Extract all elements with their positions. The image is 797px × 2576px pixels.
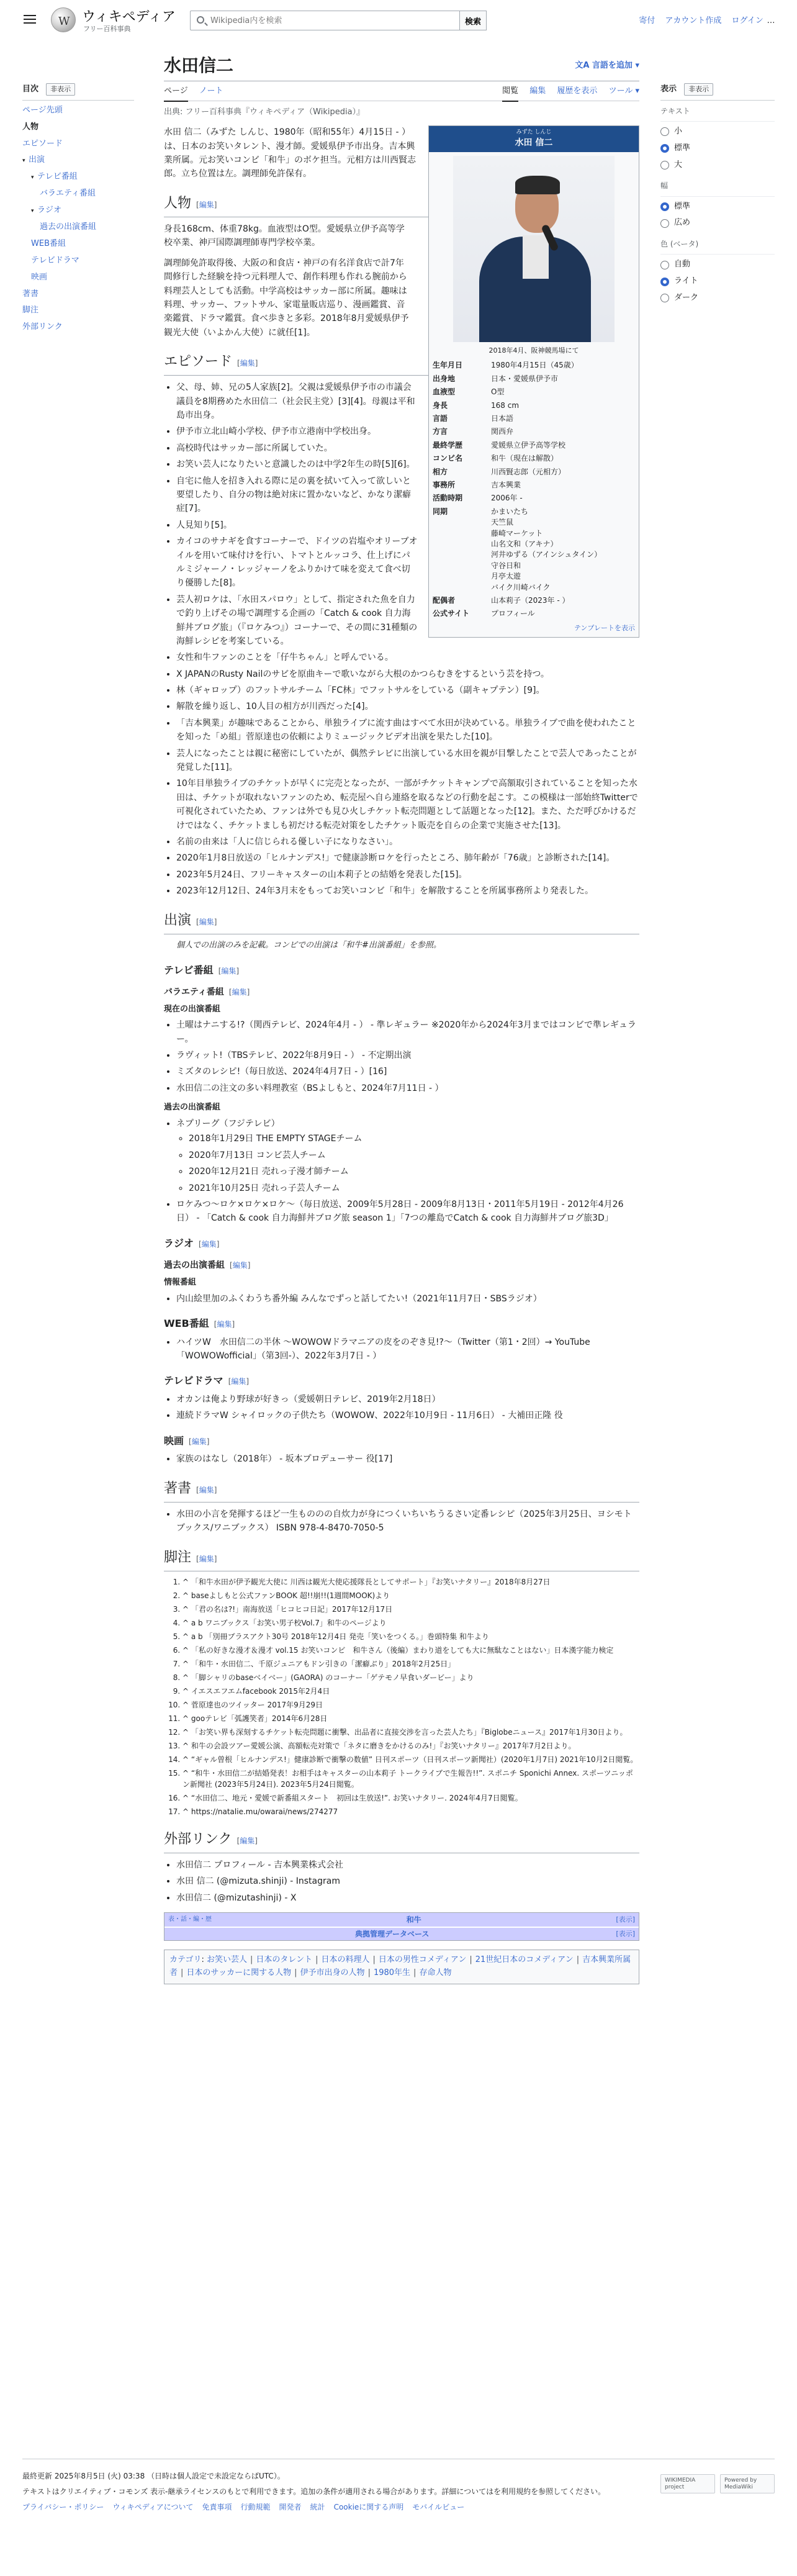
appearance-radio[interactable]	[660, 292, 775, 305]
category-link[interactable]: 存命人物	[419, 1968, 452, 1977]
infobox-header	[429, 126, 639, 151]
edit-section-link[interactable]: 編集	[199, 200, 214, 209]
mediawiki-badge[interactable]: Powered by MediaWiki	[720, 2474, 775, 2493]
list-item: • ロケみつ〜ロケ×ロケ×ロケ〜（毎日放送、2009年5月28日 - 2009年8月13日・2011年5月19日 - 2012年4月26日） - 「Catch & cook 自力海鮮丼ブログ旅 season 1」「7つの離島でCatch & cook 自力海鮮丼ブログ旅3D」	[176, 1198, 639, 1226]
add-languages-button[interactable]: 文A 言語を追加 ▾	[575, 61, 639, 70]
list-item: ◦ 2021年10月25日 売れっ子芸人チーム	[189, 1182, 639, 1195]
footer-link[interactable]: 免責事項	[202, 2503, 232, 2512]
page-tabs	[164, 81, 639, 101]
radio-button[interactable]	[660, 261, 669, 269]
reference-item[interactable]: 5. ^ a b 「別冊ブラスアクト30号 2018年12月4日 発売「笑いをつくる。」巻頭特集 和牛より	[182, 1631, 639, 1642]
infobox-row	[429, 492, 639, 505]
appearance-radio[interactable]	[660, 275, 775, 288]
appearance-panel	[660, 83, 775, 314]
list-item: • お笑い芸人になりたいと意識したのは中学2年生の時[5][6]。	[176, 458, 425, 471]
appearance-radio[interactable]	[660, 142, 775, 155]
infobox-row	[429, 505, 639, 594]
movie-list	[164, 1452, 639, 1466]
section-heading-books: 著書 [編集]	[164, 1478, 639, 1503]
appearance-group	[660, 180, 775, 230]
toc-item	[22, 256, 134, 266]
radio-button[interactable]	[660, 161, 669, 169]
section-heading-episodes: エピソード [編集]	[164, 351, 639, 376]
appearance-group	[660, 238, 775, 305]
show-template-link[interactable]: テンプレートを表示	[574, 623, 635, 632]
infobox-value: 日本・愛媛県伊予市	[491, 374, 559, 383]
reference-item[interactable]: 6. ^ 「私の好きな漫才＆漫才 vol.15 お笑いコンビ 和牛さん（後編）まわり道をしても大に無駄なことはない」日本漢字能力検定	[182, 1645, 639, 1656]
subheading-variety: バラエティ番組 [編集]	[164, 987, 250, 998]
external-link[interactable]: • 水田信二 (@mizutashinji) - X	[176, 1891, 639, 1905]
books-list	[164, 1507, 639, 1535]
separator: |	[576, 1955, 580, 1965]
category-link[interactable]: 日本の男性コメディアン	[378, 1955, 467, 1965]
category-link[interactable]: 日本のタレント	[256, 1955, 313, 1965]
edit-section-link[interactable]: 編集	[232, 1261, 248, 1270]
category-link[interactable]: 1980年生	[373, 1968, 411, 1977]
radio-button[interactable]	[660, 219, 669, 228]
wikimedia-badge[interactable]: WIKIMEDIA project	[660, 2474, 715, 2493]
footer-link[interactable]: 行動規範	[240, 2503, 271, 2512]
infobox-key: 同期	[433, 507, 448, 516]
list-item: • 土曜はナニする!?（関西テレビ、2024年4月 - ） - 準レギュラー ※2020年から2024年3月まではコンビで準レギュラー。	[176, 1018, 639, 1046]
categories-label-link[interactable]: カテゴリ	[169, 1955, 202, 1965]
toc-item	[22, 239, 134, 250]
list-item: • ハイツW 水田信二の半休 〜WOWOWドラマニアの皮をのぞき見!?〜（Twitter（第1・2回）→ YouTube「WOWOWofficial」（第3回-）、2022年3月7日 - ）	[176, 1335, 639, 1363]
section-heading-person: 人物 [編集]	[164, 192, 639, 217]
tab-history[interactable]: 履歴を表示	[557, 86, 598, 96]
toc-link[interactable]: バラエティ番組	[40, 189, 96, 199]
navbox-title-wagyu[interactable]: 和牛	[406, 1915, 421, 1924]
search-button[interactable]: 検索	[459, 11, 487, 30]
subheading-tv: テレビ番組 [編集]	[164, 964, 240, 976]
main-menu-button[interactable]	[22, 12, 37, 27]
past-shows-list	[164, 1117, 639, 1226]
photo-caption: 2018年4月、阪神競馬場にて	[489, 346, 579, 355]
footer-link[interactable]: 統計	[310, 2503, 325, 2512]
toc-item	[22, 289, 134, 300]
search-icon	[197, 16, 204, 24]
radio-label: 大	[674, 160, 683, 169]
infobox-row	[429, 439, 639, 452]
toc-item	[22, 122, 134, 133]
category-link[interactable]: 日本のサッカーに関する人物	[186, 1968, 292, 1977]
infobox	[428, 125, 639, 637]
edit-section-link[interactable]: 編集	[231, 1377, 246, 1386]
category-link[interactable]: 21世紀日本のコメディアン	[475, 1955, 574, 1965]
person-paragraph-2: 調理師免許取得後、大阪の和食店・神戸の有名洋食店で計7年間修行した経験を持つ元料理人で、創作料理も作れる腕前から料理芸人としても活動。中学高校はサッカー部に所属。趣味は料理、サッカー、フットサル、家電量販店巡り、漫画鑑賞、音楽鑑賞、ドラマ鑑賞。食べ歩きと多彩。2018年8月愛媛県伊予観光大使（いよかん大使）に就任[1]。	[164, 258, 409, 338]
reference-item[interactable]: 3. ^ 「君の名は?!」南海放送「ヒコヒコ日記」2017年12月17日	[182, 1604, 639, 1615]
toc-item	[22, 222, 134, 233]
appearance-group	[660, 106, 775, 172]
separator: |	[469, 1955, 472, 1965]
more-options-icon[interactable]: …	[767, 16, 775, 25]
tab-read[interactable]: 閲覧	[502, 81, 518, 102]
footer-link[interactable]: モバイルビュー	[412, 2503, 465, 2512]
appearance-radio[interactable]	[660, 258, 775, 271]
toc-item	[22, 305, 134, 316]
infobox-key: 配偶者	[433, 595, 456, 605]
reference-item[interactable]: 7. ^ 「和牛・水田信二、千原ジュニアもドン引きの「潔癖ぶり」2018年2月25日」	[182, 1658, 639, 1670]
infobox-row	[429, 594, 639, 607]
toc-link[interactable]: 出演	[29, 155, 45, 165]
infobox-row	[429, 607, 639, 620]
external-links-list	[164, 1858, 639, 1905]
infobox-key: 身長	[433, 400, 448, 410]
radio-button[interactable]	[660, 144, 669, 153]
toc-link[interactable]: 映画	[31, 272, 48, 282]
radio-label: 自動	[674, 260, 691, 269]
section-heading-appearances: 出演 [編集]	[164, 910, 639, 934]
toc-title: 目次	[22, 84, 39, 94]
radio-button[interactable]	[660, 278, 669, 286]
edit-section-link[interactable]: 編集	[201, 1239, 217, 1249]
navbox-show-toggle[interactable]: [表示]	[616, 1930, 635, 1938]
reference-item[interactable]: 14. ^ “ギャル曽根「ヒルナンデス!」健康診断で衝撃の数値” 日刊スポーツ（日刊スポーツ新聞社）(2020年1月7日) 2021年10月2日閲覧。	[182, 1754, 639, 1765]
toc-item	[22, 139, 134, 150]
article-source-note: 出典: フリー百科事典『ウィキペディア（Wikipedia）』	[164, 107, 365, 117]
list-item: • 芸人になったことは親に秘密にしていたが、偶然テレビに出演している水田を親が目撃したことで芸人であったことが発覚した[11]。	[176, 747, 639, 775]
navbox	[164, 1912, 639, 1941]
infobox-row	[429, 479, 639, 492]
reference-item[interactable]: 11. ^ gooテレビ「弧護笑者」2014年6月28日	[182, 1713, 639, 1724]
infobox-value: 川西賢志郎（元相方）	[491, 467, 566, 476]
infobox-row	[429, 412, 639, 425]
past-sub-list	[176, 1132, 639, 1195]
section-heading-references: 脚注 [編集]	[164, 1547, 639, 1571]
list-item: ◦ 2020年7月13日 コンビ芸人チーム	[189, 1149, 639, 1162]
reference-item[interactable]: 10. ^ 菅原達也のツイッター 2017年9月29日	[182, 1699, 639, 1711]
infobox-value: 和牛（現在は解散）	[491, 454, 559, 463]
web-list	[164, 1335, 639, 1363]
toc-link[interactable]: テレビドラマ	[31, 255, 79, 265]
login-link[interactable]: ログイン	[731, 16, 763, 25]
edit-section-link[interactable]: 編集	[240, 1836, 255, 1845]
list-item: • 伊予市立北山崎小学校、伊予市立港南中学校出身。	[176, 425, 425, 438]
list-item: • X JAPANのRusty Nailのサビを原曲キーで歌いながら大根のかつらむきをするという芸を持つ。	[176, 667, 639, 681]
table-of-contents	[22, 83, 134, 339]
navbox-show-toggle[interactable]: [表示]	[616, 1915, 635, 1924]
search-input[interactable]	[209, 14, 445, 27]
toc-link[interactable]: ラジオ	[37, 206, 62, 215]
list-item: • 高校時代はサッカー部に所属していた。	[176, 441, 425, 455]
appearance-radio[interactable]	[660, 125, 775, 138]
tab-page[interactable]: ページ	[164, 81, 188, 102]
edit-section-link[interactable]: 編集	[240, 359, 255, 368]
list-item: • 水田信二の注文の多い料理教室（BSよしもと、2024年7月11日 - ）	[176, 1082, 639, 1095]
subheading-drama: テレビドラマ [編集]	[164, 1375, 250, 1387]
list-item: • オカンは俺より野球が好きっ（愛媛朝日テレビ、2019年2月18日）	[176, 1393, 639, 1406]
list-item: • 家族のはなし（2018年） - 坂本プロデューサー 役[17]	[176, 1452, 639, 1466]
wikipedia-globe-icon	[51, 7, 76, 32]
toc-link[interactable]: 人物	[22, 122, 39, 132]
infobox-name: 水田 信二	[515, 138, 553, 148]
edit-section-link[interactable]: 編集	[217, 1319, 232, 1329]
references-list	[164, 1576, 639, 1817]
edit-section-link[interactable]: 編集	[199, 1554, 214, 1563]
infobox-key: 事務所	[433, 480, 456, 489]
drama-list	[164, 1393, 639, 1423]
category-links: カテゴリ: お笑い芸人 | 日本のタレント | 日本の料理人 | 日本の男性コメディアン | 21世紀日本のコメディアン | 吉本興業所属者 | 日本のサッカーに関する人物 | 伊予市出身の人物 | 1980年生 | 存命人物	[164, 1950, 639, 1984]
hatnote: 個人での出演のみを記載。コンビでの出演は「和牛#出演番組」を参照。	[176, 940, 441, 950]
toc-link[interactable]: テレビ番組	[37, 172, 78, 182]
separator: |	[413, 1968, 417, 1977]
list-item: • 水田の小言を発揮するほど一生もののの自炊力が身につくいちいちうるさい定番レシピ（2025年3月25日、ヨシモトブックス/ワニブックス） ISBN 978-4-8470-7050-5	[176, 1507, 639, 1535]
edit-section-link[interactable]: 編集	[199, 1485, 214, 1494]
donate-link[interactable]: 寄付	[639, 16, 655, 25]
current-shows-list	[164, 1018, 639, 1095]
list-item: • 芸人初ロケは、「水田スパロウ」として、指定された魚を自力で釣り上げその場で調理する企画の「Catch & cook 自力海鮮丼ブログ旅」（『ロケみつ』）コーナーで、その間に31種類の海鮮レシピを考案している。	[176, 593, 425, 649]
translate-icon: 文A	[575, 61, 592, 70]
separator: |	[250, 1955, 253, 1965]
site-logo[interactable]	[51, 5, 212, 35]
edit-section-link[interactable]: 編集	[199, 917, 214, 926]
separator: |	[315, 1955, 318, 1965]
subheading-past: 過去の出演番組	[164, 1103, 221, 1113]
subheading-movie: 映画 [編集]	[164, 1434, 210, 1447]
infobox-value: 1980年4月15日（45歳）	[491, 361, 579, 370]
list-item: • 自宅に他人を招き入れる際に足の裏を拭いて入って欲しいと要望したり、自分の物は絶対床に置かないなど、かなり潔癖症[7]。	[176, 474, 425, 516]
chevron-down-icon[interactable]: ▾	[31, 174, 34, 181]
list-item: • ネプリーグ（フジテレビ） ◦ 2018年1月29日 THE EMPTY STAGEチーム ◦ 2020年7月13日 コンビ芸人チーム ◦ 2020年12月21日 売れっ子漫才師チーム ◦ 2021年10月25日 売れっ子芸人チーム	[176, 1117, 639, 1195]
list-item: ◦ 2018年1月29日 THE EMPTY STAGEチーム	[189, 1132, 639, 1146]
lead-paragraph: 水田 信二（みずた しんじ、1980年（昭和55年）4月15日 - ）は、日本のお笑いタレント、漫才師。愛媛県伊予市出身。吉本興業所属。元お笑いコンビ「和牛」のボケ担当。元相方は川西賢志郎。立ち位置は左。調理師免許保有。	[164, 127, 416, 179]
infobox-value: 愛媛県立伊予高等学校	[491, 440, 566, 450]
footer-link[interactable]: ウィキペディアについて	[112, 2503, 194, 2512]
subheading-current: 現在の出演番組	[164, 1004, 221, 1014]
appearance-group-label: テキスト	[660, 106, 775, 122]
separator: |	[181, 1968, 184, 1977]
infobox-value: O型	[491, 387, 505, 397]
reference-item[interactable]: 13. ^ 和牛の会設ツアー愛媛公演、高額転売対策で「ネタに磨きをかけるのみ!」『お笑いナタリー』2017年7月2日より。	[182, 1740, 639, 1751]
infobox-value: かまいたち 天竺鼠 藤崎マーケット 山名文和（アキナ） 河井ゆずる（アインシュタイン） 守谷日和 月亭太遊 バイク川崎バイク	[491, 507, 602, 592]
infobox-row	[429, 466, 639, 479]
tab-edit[interactable]: 編集	[529, 86, 546, 96]
reference-item[interactable]: 9. ^ イエスエフエムfacebook 2015年2月4日	[182, 1686, 639, 1697]
navbox-vde-links[interactable]: 表・話・編・歴	[168, 1916, 212, 1923]
subheading-web: WEB番組 [編集]	[164, 1317, 235, 1329]
list-item: • 2020年1月8日放送の「ヒルナンデス!」で健康診断ロケを行ったところ、肺年齢が「76歳」と診断された[14]。	[176, 851, 639, 865]
site-name: ウィキペディア	[82, 9, 176, 25]
footer-links	[22, 2501, 775, 2513]
license-text: テキストはクリエイティブ・コモンズ 表示-継承ライセンスのもとで利用できます。追加の条件が適用される場合があります。詳細についてはを利用規約を参照してください。	[22, 2487, 606, 2497]
last-modified: 最終更新 2025年8月5日 (火) 03:38 （日時は個人設定で未設定ならばUTC）。	[22, 2472, 285, 2480]
appearance-group-label: 色 (ベータ)	[660, 238, 775, 255]
edit-section-link[interactable]: 編集	[221, 966, 236, 975]
toc-item	[22, 189, 134, 199]
separator: |	[294, 1968, 297, 1977]
list-item: • カイコのサナギを食すコーナーで、ドイツの岩塩やオリーブオイルを用いて味付けを行い、トマトとルッコラ、仕上げにパルミジャーノ・レッジャーノをふりかけて味を変えて食べ切り優勝した[8]。	[176, 535, 425, 590]
toc-hide-button[interactable]: 非表示	[46, 83, 75, 96]
infobox-ruby: みずた しんじ	[516, 129, 552, 136]
list-item: • 解散を繰り返し、10人目の相方が川西だった[4]。	[176, 700, 639, 713]
category-link[interactable]: 日本の料理人	[321, 1955, 370, 1965]
portrait-photo[interactable]	[453, 156, 615, 342]
category-link[interactable]: 吉本興業所属者	[169, 1955, 631, 1977]
external-link[interactable]: • 水田信二 プロフィール - 吉本興業株式会社	[176, 1858, 639, 1872]
site-subtitle: フリー百科事典	[83, 25, 131, 33]
infobox-key: 方言	[433, 427, 448, 436]
subheading-info: 情報番組	[164, 1277, 197, 1287]
radio-button[interactable]	[660, 127, 669, 136]
toc-link[interactable]: ページ先頭	[22, 105, 63, 115]
infobox-value: 2006年 -	[491, 494, 523, 503]
infobox-key: 出身地	[433, 374, 456, 383]
reference-item[interactable]: 1. ^ 「和牛水田が伊予観光大使に 川西は観光大使応援隊長としてサポート」『お笑いナタリー』2018年8月27日	[182, 1576, 639, 1588]
list-item: • 林（ギャロップ）のフットサルチーム「FC林」でフットサルをしている（副キャプテン）[9]。	[176, 684, 639, 697]
tab-talk[interactable]: ノート	[199, 86, 223, 96]
page-title: 水田信二 文A 言語を追加 ▾	[164, 55, 639, 81]
toc-link[interactable]: エピソード	[22, 138, 63, 148]
create-account-link[interactable]: アカウント作成	[665, 16, 722, 25]
user-links	[631, 15, 776, 28]
radio-label: 標準	[674, 201, 691, 211]
infobox-value: 168 cm	[491, 400, 520, 410]
footer-link[interactable]: 開発者	[279, 2503, 302, 2512]
list-item: • 2023年12月12日、24年3月末をもってお笑いコンビ「和牛」を解散することを所属事務所より発表した。	[176, 884, 639, 898]
reference-item[interactable]: 2. ^ baseよしもと公式ファンBOOK 超!!崩!!(1週間MOOK)より	[182, 1590, 639, 1601]
radio-label: 標準	[674, 143, 691, 153]
infobox-row	[429, 386, 639, 399]
category-link[interactable]: 伊予市出身の人物	[300, 1968, 365, 1977]
list-item: • 名前の由来は「人に信じられる優しい子になりなさい」。	[176, 835, 639, 849]
infobox-key: 相方	[433, 467, 448, 476]
list-item: • 連続ドラマW シャイロックの子供たち（WOWOW、2022年10月9日 - 11月6日） - 大補田正隆 役	[176, 1409, 639, 1422]
footer-link[interactable]: プライバシー・ポリシー	[22, 2503, 104, 2512]
list-item: • 10年目単独ライブのチケットが早くに完売となったが、一部がチケットキャンプで高額取引されていることを知った水田は、チケットが取れないファンのため、転売屋へ自ら連絡を取るなどの行動を起こす。この模様は一部始終Twitterで可視化されていたため、ファンは外でも見ひ火しチケット転売問題として話題となった[12]。また、ただ呼びかけるだけではなく、チケットましも初だける転売対策をしたチケット販売を自らの企業で実施させた[13]。	[176, 777, 639, 833]
footer-link[interactable]: Cookieに関する声明	[333, 2503, 404, 2512]
site-header	[0, 0, 797, 40]
appearance-group-label: 幅	[660, 180, 775, 196]
list-item: • 「吉本興業」が趣味であることから、単独ライブに流す曲はすべて水田が決めている。単独ライブで曲を使われたことを知った「め組」菅原達也の依頼によりミュージックビデオ出演を果たした[10]。	[176, 716, 639, 744]
list-item: • 2023年5月24日、フリーキャスターの山本莉子との結婚を発表した[15]。	[176, 868, 639, 882]
section-heading-external-links: 外部リンク [編集]	[164, 1828, 639, 1853]
list-item: • 女性和牛ファンのことを「仔牛ちゃん」と呼んでいる。	[176, 651, 639, 664]
toc-link[interactable]: 過去の出演番組	[40, 222, 97, 232]
list-item: • 内山絵里加のふくわうち番外編 みんなでずっと話してたい!（2021年11月7日・SBSラジオ）	[176, 1292, 639, 1306]
infobox-value: 山本莉子（2023年 - ）	[491, 595, 570, 605]
infobox-key: 活動時期	[433, 494, 463, 503]
edit-section-link[interactable]: 編集	[232, 988, 247, 997]
chevron-down-icon[interactable]: ▾	[31, 208, 34, 215]
infobox-value: プロフィール	[491, 609, 535, 618]
subheading-radio-past: 過去の出演番組 [編集]	[164, 1260, 251, 1271]
reference-item[interactable]: 4. ^ a b ワニブックス「お笑い男子校Vol.7」和牛のページより	[182, 1617, 639, 1629]
infobox-value: 日本語	[491, 414, 514, 423]
infobox-row	[429, 399, 639, 412]
infobox-value: 吉本興業	[491, 480, 521, 489]
reference-item[interactable]: 12. ^ 「お笑い界も深刻するチケット転売問題に衝撃、出品者に直接交渉を言った芸人たち」『Biglobeニュース』2017年1月30日より。	[182, 1727, 639, 1738]
category-link[interactable]: お笑い芸人	[207, 1955, 248, 1965]
infobox-row	[429, 452, 639, 465]
infobox-key: コンビ名	[433, 454, 463, 463]
toc-item	[22, 206, 134, 216]
radio-label: ライト	[674, 276, 698, 286]
reference-item[interactable]: 16. ^ “水田信二、地元・愛媛で新番組スタート 初回は生放送!”. お笑いナタリー. 2024年4月7日閲覧。	[182, 1792, 639, 1804]
toc-link[interactable]: 外部リンク	[22, 322, 63, 332]
infobox-row	[429, 373, 639, 386]
separator: |	[367, 1968, 371, 1977]
reference-item[interactable]: 8. ^ 「脚シャリのbaseベイベー」(GAORA) のコーナー「ゲテモノ早食いダービー」より	[182, 1672, 639, 1683]
appearance-hide-button[interactable]: 非表示	[684, 83, 713, 96]
list-item: • ミズタのレシピ!（毎日放送、2024年4月7日 - ）[16]	[176, 1065, 639, 1078]
list-item: • 父、母、姉、兄の5人家族[2]。父親は愛媛県伊予市の市議会議員を8期務めた水田信二（社会民主党）[3][4]。母親は平和島市出身。	[176, 381, 425, 422]
infobox-row	[429, 359, 639, 372]
navbox-row-authority	[164, 1927, 639, 1940]
separator: |	[372, 1955, 376, 1965]
toc-link[interactable]: WEB番組	[31, 238, 66, 248]
page-footer	[22, 2459, 775, 2518]
toc-item	[22, 273, 134, 283]
edit-section-link[interactable]: 編集	[191, 1437, 207, 1446]
list-item: • 人見知り[5]。	[176, 518, 425, 532]
list-item: • ラヴィット!（TBSテレビ、2022年8月9日 - ） - 不定期出演	[176, 1049, 639, 1062]
subheading-radio: ラジオ [編集]	[164, 1237, 220, 1249]
infobox-key: 最終学歴	[433, 440, 463, 450]
toc-item	[22, 155, 134, 166]
infobox-key: 生年月日	[433, 361, 463, 370]
list-item: ◦ 2020年12月21日 売れっ子漫才師チーム	[189, 1165, 639, 1178]
radio-label: 広め	[674, 218, 691, 228]
toc-list	[22, 106, 134, 333]
navbox-row-wagyu	[164, 1913, 639, 1927]
toc-item	[22, 106, 134, 116]
radio-list	[164, 1292, 639, 1306]
radio-button[interactable]	[660, 294, 669, 302]
infobox-key: 血液型	[433, 387, 456, 397]
appearance-radio[interactable]	[660, 201, 775, 214]
reference-item[interactable]: 15. ^ “和牛・水田信二が結婚発表！お相手はキャスターの山本莉子 トークライブで生報告!!”. スポニチ Sponichi Annex. スポーツニッポン新聞社 (2023年5月24日). 2023年5月24日閲覧。	[182, 1768, 639, 1790]
toc-item	[22, 172, 134, 183]
tab-tools[interactable]: ツール ▾	[608, 86, 639, 96]
chevron-down-icon[interactable]: ▾	[22, 158, 25, 165]
radio-button[interactable]	[660, 202, 669, 211]
infobox-key: 言語	[433, 414, 448, 423]
search-box[interactable]	[190, 11, 475, 30]
infobox-table	[429, 359, 639, 620]
radio-label: 小	[674, 126, 683, 136]
radio-label: ダーク	[674, 292, 699, 302]
person-paragraph-1: 身長168cm、体重78kg。血液型はO型。愛媛県立伊予高等学校卒業、神戸国際調理師専門学校卒業。	[164, 224, 405, 248]
infobox-key: 公式サイト	[433, 609, 470, 618]
infobox-value: 関西弁	[491, 427, 514, 436]
infobox-row	[429, 425, 639, 438]
appearance-radio[interactable]	[660, 159, 775, 172]
appearance-title: 表示	[660, 84, 677, 94]
toc-link[interactable]: 著書	[22, 289, 39, 299]
appearance-radio[interactable]	[660, 217, 775, 230]
toc-item	[22, 322, 134, 333]
reference-item[interactable]: 17. ^ https://natalie.mu/owarai/news/274277	[182, 1806, 639, 1817]
main-content	[164, 55, 639, 1984]
navbox-title-authority[interactable]: 典拠管理データベース	[355, 1929, 430, 1938]
external-link[interactable]: • 水田 信二 (@mizuta.shinji) - Instagram	[176, 1874, 639, 1888]
toc-link[interactable]: 脚注	[22, 305, 39, 315]
